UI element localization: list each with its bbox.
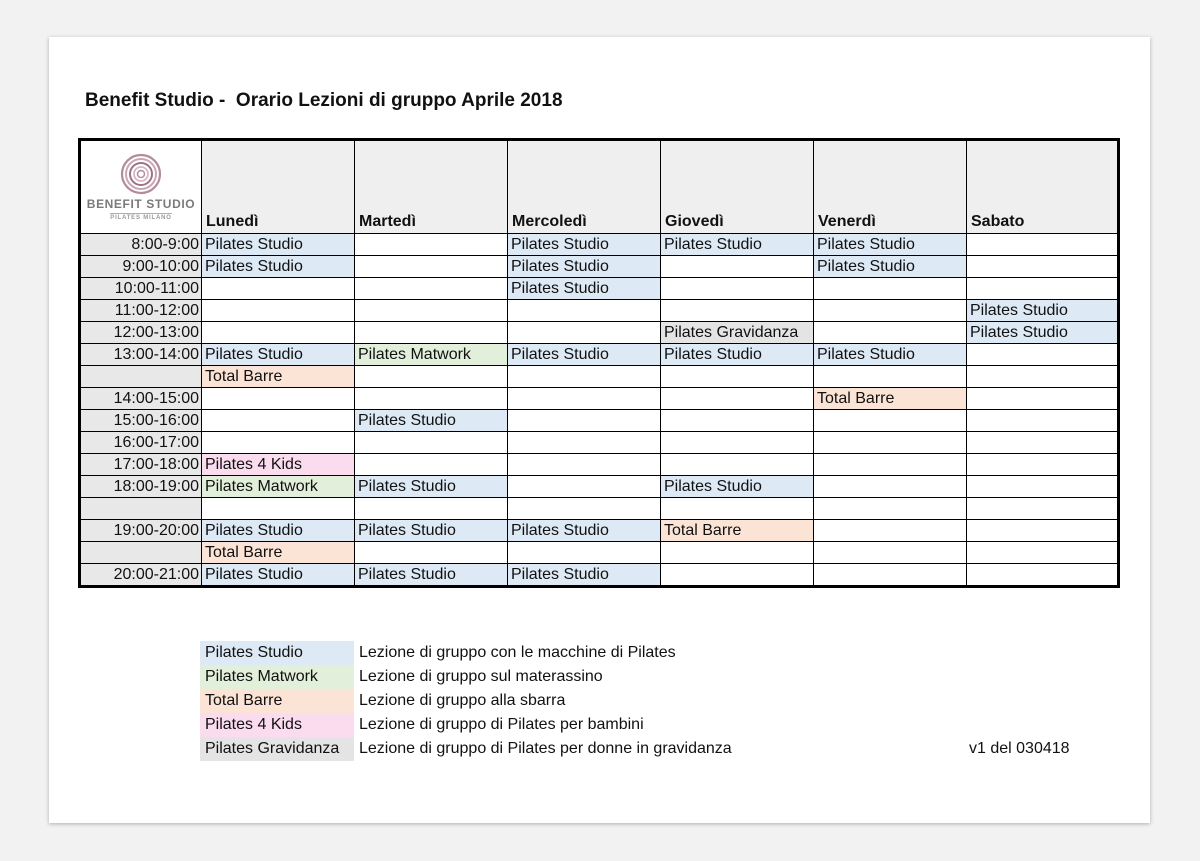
legend-table — [200, 641, 737, 761]
schedule-row — [80, 410, 1119, 432]
class-cell: Pilates Studio — [355, 520, 508, 542]
class-cell — [202, 432, 355, 454]
class-cell — [202, 498, 355, 520]
class-cell: Pilates Gravidanza — [661, 322, 814, 344]
class-cell — [967, 388, 1119, 410]
legend-row — [200, 713, 737, 737]
class-cell — [967, 542, 1119, 564]
schedule-row — [80, 278, 1119, 300]
legend-row — [200, 689, 737, 713]
legend-class-name: Pilates Studio — [200, 641, 354, 665]
class-cell — [967, 256, 1119, 278]
time-slot: 14:00-15:00 — [80, 388, 202, 410]
class-cell — [202, 300, 355, 322]
logo-cell — [80, 140, 202, 234]
class-cell: Pilates 4 Kids — [202, 454, 355, 476]
class-cell — [661, 564, 814, 587]
class-cell — [967, 234, 1119, 256]
class-cell: Pilates Studio — [508, 520, 661, 542]
time-slot — [80, 366, 202, 388]
class-cell: Pilates Studio — [508, 344, 661, 366]
legend-description: Lezione di gruppo con le macchine di Pilates — [359, 644, 676, 661]
class-cell: Pilates Studio — [814, 256, 967, 278]
day-header: Mercoledì — [508, 140, 661, 234]
class-cell — [355, 498, 508, 520]
legend-row — [200, 641, 737, 665]
class-cell — [814, 278, 967, 300]
class-cell — [661, 454, 814, 476]
class-cell: Pilates Studio — [202, 564, 355, 587]
class-cell — [967, 344, 1119, 366]
schedule-row — [80, 476, 1119, 498]
class-cell: Pilates Studio — [814, 344, 967, 366]
legend-description: Lezione di gruppo di Pilates per bambini — [359, 716, 644, 733]
class-cell — [508, 366, 661, 388]
class-cell — [967, 410, 1119, 432]
time-slot: 11:00-12:00 — [80, 300, 202, 322]
class-cell — [814, 564, 967, 587]
class-cell — [355, 388, 508, 410]
class-cell — [661, 256, 814, 278]
schedule-row — [80, 344, 1119, 366]
class-cell — [355, 234, 508, 256]
legend-body — [200, 641, 737, 761]
schedule-row — [80, 300, 1119, 322]
time-slot: 9:00-10:00 — [80, 256, 202, 278]
schedule-row — [80, 564, 1119, 587]
class-cell — [814, 542, 967, 564]
class-cell — [661, 388, 814, 410]
version-label: v1 del 030418 — [969, 740, 1070, 757]
legend-description: Lezione di gruppo di Pilates per donne in gravidanza — [359, 740, 732, 757]
day-header: Lunedì — [202, 140, 355, 234]
class-cell — [355, 366, 508, 388]
schedule-row — [80, 234, 1119, 256]
class-cell: Pilates Studio — [967, 322, 1119, 344]
class-cell: Pilates Studio — [967, 300, 1119, 322]
class-cell: Pilates Studio — [202, 344, 355, 366]
concentric-rings-logo-icon — [120, 153, 162, 195]
time-slot: 20:00-21:00 — [80, 564, 202, 587]
time-slot: 19:00-20:00 — [80, 520, 202, 542]
class-cell: Total Barre — [202, 542, 355, 564]
schedule-row — [80, 432, 1119, 454]
class-cell — [508, 454, 661, 476]
class-cell: Total Barre — [661, 520, 814, 542]
class-cell — [202, 322, 355, 344]
class-cell — [661, 300, 814, 322]
class-cell: Total Barre — [814, 388, 967, 410]
class-cell: Pilates Matwork — [355, 344, 508, 366]
class-cell — [814, 410, 967, 432]
schedule-table — [78, 138, 1120, 588]
class-cell — [508, 388, 661, 410]
class-cell — [661, 542, 814, 564]
legend-row — [200, 737, 737, 761]
class-cell: Pilates Matwork — [202, 476, 355, 498]
time-slot: 15:00-16:00 — [80, 410, 202, 432]
class-cell: Pilates Studio — [355, 476, 508, 498]
class-cell — [355, 542, 508, 564]
class-cell — [814, 476, 967, 498]
schedule-row — [80, 520, 1119, 542]
class-cell — [355, 256, 508, 278]
class-cell — [355, 300, 508, 322]
class-cell — [814, 300, 967, 322]
class-cell — [202, 278, 355, 300]
class-cell — [814, 322, 967, 344]
legend-class-name: Pilates 4 Kids — [200, 713, 354, 737]
day-header: Giovedì — [661, 140, 814, 234]
class-cell — [814, 520, 967, 542]
benefit-studio-logo — [81, 153, 201, 221]
time-slot — [80, 498, 202, 520]
class-cell — [508, 498, 661, 520]
class-cell — [967, 520, 1119, 542]
class-cell: Pilates Studio — [661, 344, 814, 366]
class-cell — [967, 278, 1119, 300]
schedule-row — [80, 454, 1119, 476]
class-cell — [814, 366, 967, 388]
class-cell — [967, 366, 1119, 388]
schedule-header-row — [80, 140, 1119, 234]
time-slot: 8:00-9:00 — [80, 234, 202, 256]
legend-description: Lezione di gruppo sul materassino — [359, 668, 603, 685]
class-cell — [508, 300, 661, 322]
schedule-row — [80, 366, 1119, 388]
logo-subtitle: PILATES MILANO — [110, 215, 172, 221]
class-cell — [355, 432, 508, 454]
class-cell: Pilates Studio — [508, 278, 661, 300]
class-cell — [661, 410, 814, 432]
time-slot: 18:00-19:00 — [80, 476, 202, 498]
class-cell — [355, 322, 508, 344]
schedule-row — [80, 498, 1119, 520]
class-cell: Pilates Studio — [508, 234, 661, 256]
legend-row — [200, 665, 737, 689]
class-cell — [202, 410, 355, 432]
class-cell — [814, 432, 967, 454]
class-cell: Pilates Studio — [661, 234, 814, 256]
class-cell — [355, 278, 508, 300]
day-header: Sabato — [967, 140, 1119, 234]
time-slot: 16:00-17:00 — [80, 432, 202, 454]
legend-description: Lezione di gruppo alla sbarra — [359, 692, 566, 709]
class-cell: Pilates Studio — [202, 520, 355, 542]
class-cell — [355, 454, 508, 476]
time-slot: 17:00-18:00 — [80, 454, 202, 476]
legend-class-name: Pilates Matwork — [200, 665, 354, 689]
class-cell — [967, 432, 1119, 454]
class-cell — [814, 454, 967, 476]
legend-class-name: Pilates Gravidanza — [200, 737, 354, 761]
class-cell — [202, 388, 355, 410]
class-cell: Total Barre — [202, 366, 355, 388]
class-cell: Pilates Studio — [508, 256, 661, 278]
class-cell: Pilates Studio — [202, 234, 355, 256]
time-slot: 10:00-11:00 — [80, 278, 202, 300]
class-cell — [508, 322, 661, 344]
class-cell — [508, 432, 661, 454]
schedule-body — [80, 234, 1119, 587]
legend-class-name: Total Barre — [200, 689, 354, 713]
class-cell — [508, 476, 661, 498]
day-header: Venerdì — [814, 140, 967, 234]
class-cell — [967, 476, 1119, 498]
schedule-row — [80, 256, 1119, 278]
class-cell — [967, 454, 1119, 476]
class-cell: Pilates Studio — [202, 256, 355, 278]
class-cell: Pilates Studio — [814, 234, 967, 256]
class-cell — [508, 542, 661, 564]
class-cell — [661, 366, 814, 388]
class-cell — [508, 410, 661, 432]
page-title: Benefit Studio - Orario Lezioni di gruppo Aprile 2018 — [85, 90, 563, 111]
class-cell — [814, 498, 967, 520]
schedule-row — [80, 542, 1119, 564]
day-header: Martedì — [355, 140, 508, 234]
class-cell — [661, 278, 814, 300]
time-slot: 12:00-13:00 — [80, 322, 202, 344]
time-slot — [80, 542, 202, 564]
schedule-row — [80, 388, 1119, 410]
class-cell: Pilates Studio — [661, 476, 814, 498]
class-cell: Pilates Studio — [355, 410, 508, 432]
class-cell — [967, 564, 1119, 587]
schedule-row — [80, 322, 1119, 344]
class-cell — [967, 498, 1119, 520]
logo-name: BENEFIT STUDIO — [86, 197, 196, 211]
class-cell: Pilates Studio — [508, 564, 661, 587]
time-slot: 13:00-14:00 — [80, 344, 202, 366]
class-cell — [661, 498, 814, 520]
class-cell: Pilates Studio — [355, 564, 508, 587]
class-cell — [661, 432, 814, 454]
